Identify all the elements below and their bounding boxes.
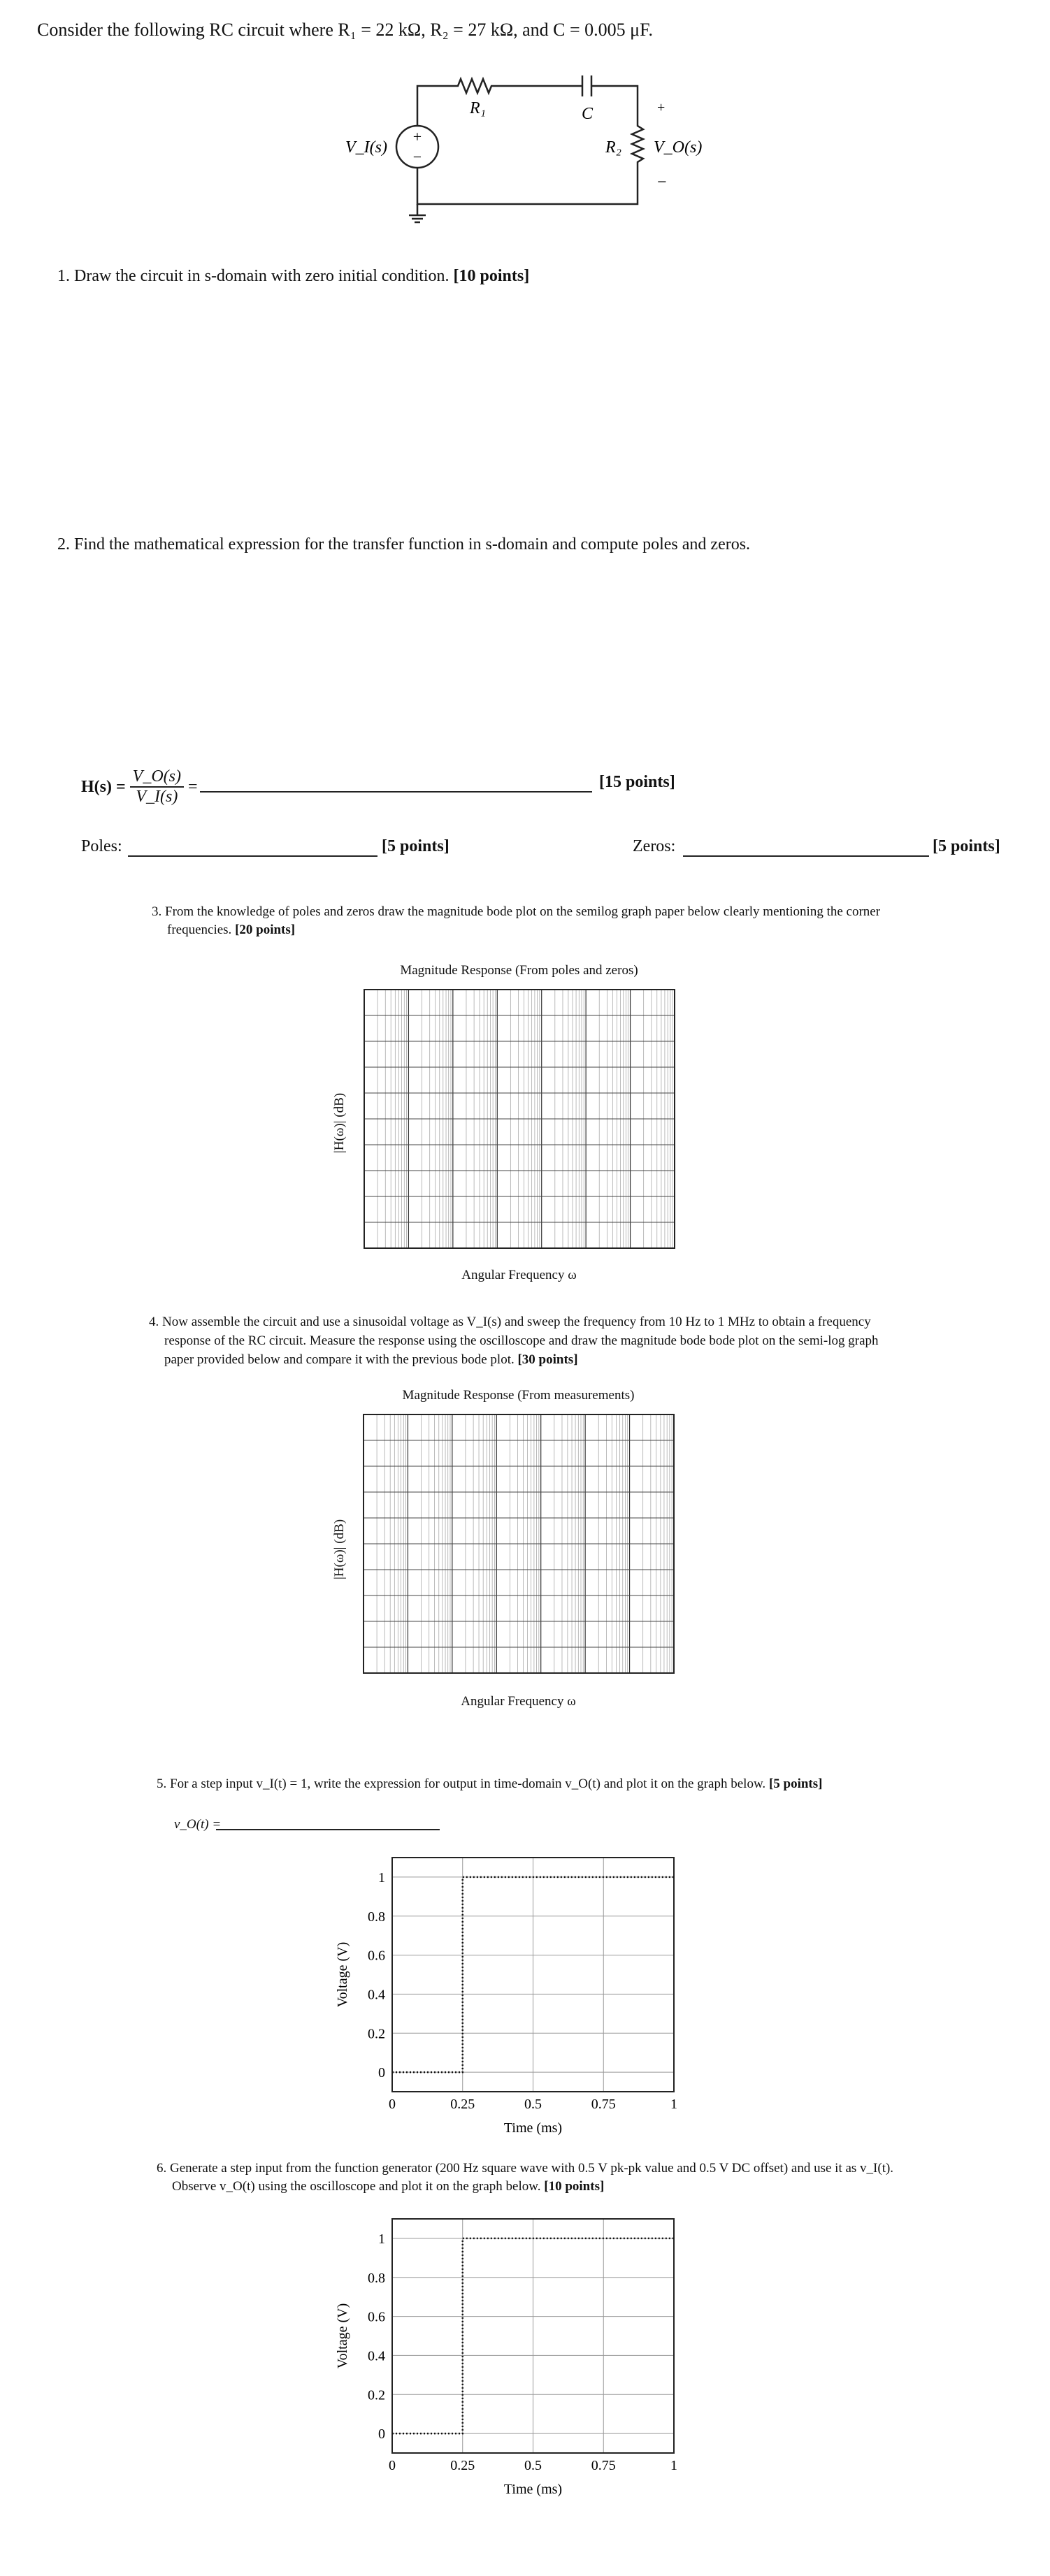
bode-2-xlabel: Angular Frequency ω	[461, 1694, 576, 1709]
question-1	[57, 267, 529, 286]
hs-denominator: V_I(s)	[136, 788, 178, 806]
vo-plus: +	[657, 100, 666, 115]
y-tick-label: 1	[378, 2231, 385, 2247]
r1-label: R₁	[470, 99, 487, 117]
x-tick-label: 0.25	[450, 2097, 475, 2112]
capacitor-c	[582, 75, 591, 96]
bode-1-xlabel: Angular Frequency ω	[461, 1268, 577, 1282]
vo-label: V_O(s)	[654, 138, 703, 157]
question-3	[152, 903, 880, 939]
bode-2-title: Magnitude Response (From measurements)	[402, 1388, 635, 1403]
source-minus: −	[412, 148, 422, 166]
question-3-line-2: frequencies.	[167, 922, 232, 937]
vo-expression-label: v_O(t) =	[174, 1817, 222, 1832]
question-4-line-1: 4. Now assemble the circuit and use a sinusoidal voltage as V_I(s) and sweep the frequency from 10 Hz to 1 MHz to obtain a frequency	[149, 1315, 871, 1329]
c-label: C	[582, 105, 594, 123]
y-tick-label: 0.2	[368, 2387, 385, 2403]
zeros-label: Zeros:	[633, 837, 676, 855]
ground-icon	[409, 204, 426, 222]
bode-plot-2-grid[interactable]	[363, 1414, 675, 1674]
hs-points: [15 points]	[599, 773, 675, 791]
hs-numerator: V_O(s)	[130, 767, 184, 788]
zeros-points: [5 points]	[933, 837, 1000, 855]
y-tick-label: 0.8	[368, 1909, 385, 1925]
x-axis-label: Time (ms)	[503, 2120, 563, 2136]
question-3-line-1: 3. From the knowledge of poles and zeros draw the magnitude bode plot on the semilog graph paper below clearly mentioning the corner	[152, 904, 881, 919]
x-tick-label: 1	[670, 2097, 677, 2112]
vo-minus: −	[657, 173, 667, 191]
hs-answer-field[interactable]	[200, 791, 592, 793]
question-6	[157, 2159, 893, 2196]
y-tick-label: 0.6	[368, 1948, 385, 1964]
question-4-line-3: paper provided below and compare it with the previous bode plot.	[164, 1352, 515, 1367]
y-tick-label: 0.4	[368, 1987, 385, 2003]
bode-1-ylabel: |H(ω)| (dB)	[332, 1092, 347, 1153]
bode-plot-1-grid[interactable]	[364, 989, 675, 1249]
y-axis-label: Voltage (V)	[335, 2303, 350, 2369]
y-tick-label: 0	[378, 2426, 385, 2443]
x-axis-label: Time (ms)	[503, 2482, 563, 2497]
zeros-answer-field[interactable]	[683, 855, 929, 857]
source-plus: +	[412, 128, 422, 145]
bode-1-title: Magnitude Response (From poles and zeros)	[400, 963, 638, 978]
poles-points: [5 points]	[382, 837, 450, 855]
vo-expression-field[interactable]	[216, 1829, 440, 1830]
step-plot-1[interactable]	[308, 1845, 699, 2152]
question-5	[157, 1777, 822, 1792]
x-tick-label: 0.5	[524, 2097, 542, 2112]
bode-2-ylabel: |H(ω)| (dB)	[332, 1519, 347, 1579]
step-plot-2[interactable]	[308, 2206, 699, 2514]
x-tick-label: 0	[389, 2097, 396, 2112]
question-1-points: [10 points]	[453, 267, 530, 285]
question-2-text: 2. Find the mathematical expression for the transfer function in s-domain and compute poles and zeros.	[57, 535, 751, 553]
question-4	[149, 1312, 879, 1369]
transfer-function-row	[81, 767, 198, 806]
x-tick-label: 0	[389, 2458, 396, 2473]
resistor-r1	[417, 79, 582, 126]
question-3-points: [20 points]	[235, 922, 296, 937]
y-axis-label: Voltage (V)	[335, 1941, 350, 2008]
y-tick-label: 1	[378, 1869, 385, 1886]
question-6-points: [10 points]	[544, 2179, 605, 2194]
x-tick-label: 1	[670, 2458, 677, 2473]
question-4-points: [30 points]	[517, 1352, 578, 1367]
question-6-line-2: Observe v_O(t) using the oscilloscope and plot it on the graph below.	[172, 2179, 541, 2194]
x-tick-label: 0.5	[524, 2458, 542, 2473]
poles-label: Poles:	[81, 837, 122, 855]
question-6-line-1: 6. Generate a step input from the function generator (200 Hz square wave with 0.5 V pk-pk value and 0.5 V DC offset) and use it as v_I(t).	[157, 2161, 894, 2176]
question-1-text: 1. Draw the circuit in s-domain with zero initial condition.	[57, 267, 450, 285]
rc-circuit-diagram	[0, 0, 1050, 252]
y-tick-label: 0.2	[368, 2026, 385, 2042]
x-tick-label: 0.25	[450, 2458, 475, 2473]
question-4-line-2: response of the RC circuit. Measure the response using the oscilloscope and draw the magnitude bode bode plot on the semi-log graph	[164, 1333, 879, 1348]
hs-fraction	[130, 767, 184, 806]
x-tick-label: 0.75	[591, 2458, 616, 2473]
y-tick-label: 0.6	[368, 2309, 385, 2325]
intro-text: Consider the following RC circuit where R₁ = 22 kΩ, R₂ = 27 kΩ, and C = 0.005 μF.	[37, 20, 654, 40]
r2-label: R₂	[605, 138, 622, 157]
poles-answer-field[interactable]	[128, 855, 377, 857]
y-tick-label: 0.8	[368, 2270, 385, 2286]
y-tick-label: 0.4	[368, 2348, 385, 2364]
y-tick-label: 0	[378, 2065, 385, 2081]
x-tick-label: 0.75	[591, 2097, 616, 2112]
vi-label: V_I(s)	[345, 138, 387, 157]
hs-equals: =	[188, 777, 198, 796]
question-5-text: 5. For a step input v_I(t) = 1, write the expression for output in time-domain v_O(t) and plot it on the graph below.	[157, 1777, 766, 1791]
question-5-points: [5 points]	[768, 1777, 823, 1791]
hs-label: H(s) =	[81, 777, 126, 796]
